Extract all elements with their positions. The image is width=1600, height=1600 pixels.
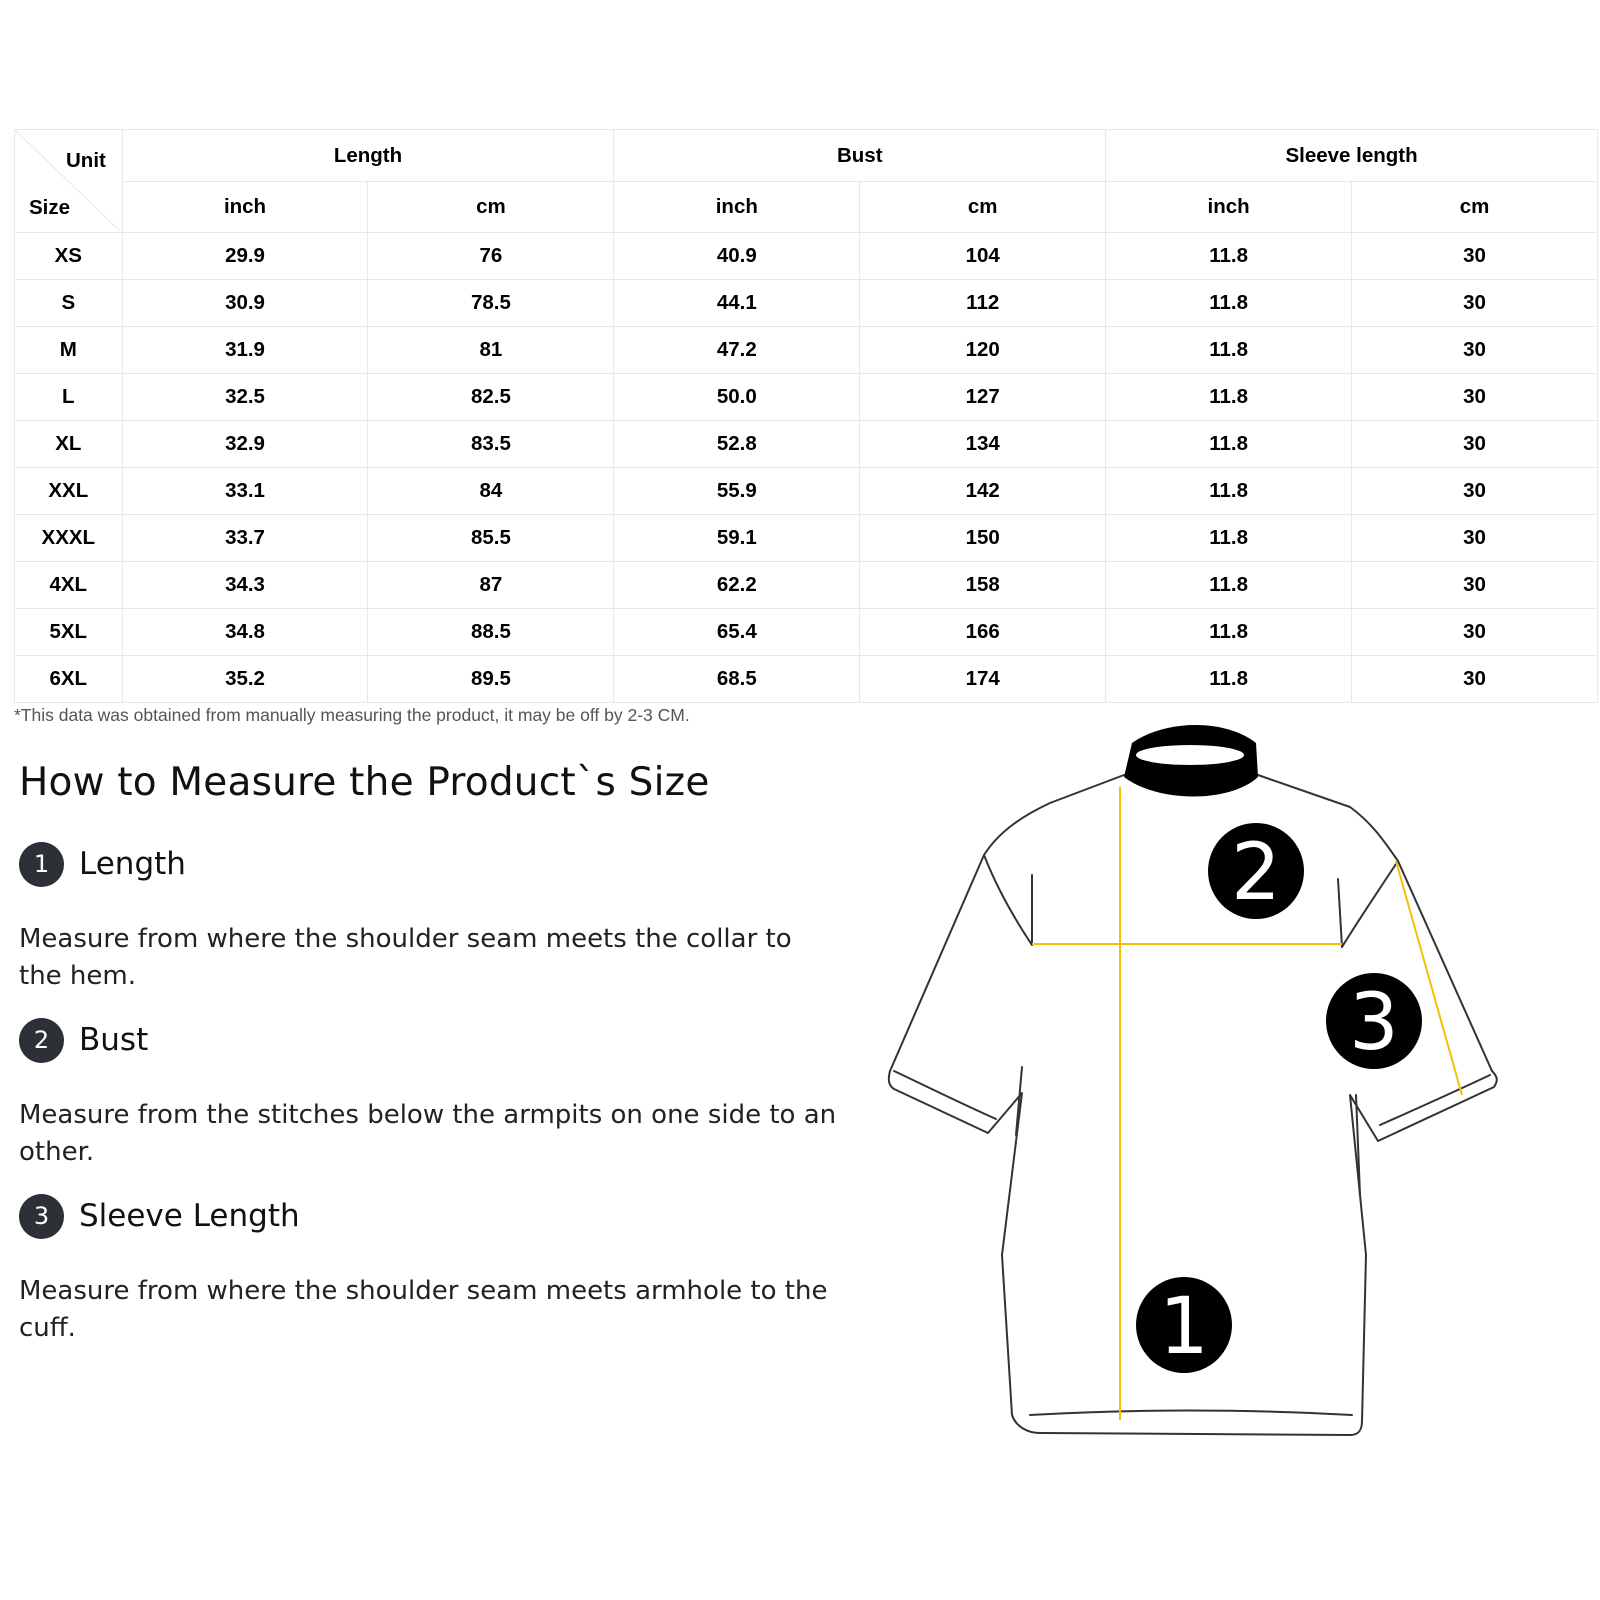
value-cell: 11.8 (1106, 562, 1352, 609)
value-cell: 32.5 (122, 374, 368, 421)
size-cell: XXXL (15, 515, 123, 562)
value-cell: 88.5 (368, 609, 614, 656)
value-cell: 44.1 (614, 280, 860, 327)
size-label: Size (29, 196, 71, 219)
value-cell: 29.9 (122, 233, 368, 280)
value-cell: 33.7 (122, 515, 368, 562)
value-cell: 166 (860, 609, 1106, 656)
step-description: Measure from where the shoulder seam meets the collar to the hem. (19, 924, 792, 991)
marker-1 (1136, 1277, 1232, 1373)
table-row (15, 280, 1598, 327)
value-cell: 68.5 (614, 656, 860, 703)
sleeve-measure-line (1396, 861, 1462, 1095)
step-sleeve-length (19, 1194, 839, 1343)
value-cell: 158 (860, 562, 1106, 609)
value-cell: 11.8 (1106, 327, 1352, 374)
size-cell: S (15, 280, 123, 327)
value-cell: 112 (860, 280, 1106, 327)
table-row (15, 656, 1598, 703)
svg-text:1: 1 (1159, 1282, 1209, 1372)
value-cell: 34.3 (122, 562, 368, 609)
step-description: Measure from the stitches below the armpits on one side to an other. (19, 1100, 837, 1167)
value-cell: 82.5 (368, 374, 614, 421)
size-table (14, 129, 1598, 703)
value-cell: 87 (368, 562, 614, 609)
size-cell: 6XL (15, 656, 123, 703)
value-cell: 11.8 (1106, 374, 1352, 421)
value-cell: 30 (1352, 421, 1598, 468)
value-cell: 89.5 (368, 656, 614, 703)
value-cell: 11.8 (1106, 233, 1352, 280)
table-row (15, 233, 1598, 280)
value-cell: 30 (1352, 233, 1598, 280)
value-cell: 52.8 (614, 421, 860, 468)
value-cell: 35.2 (122, 656, 368, 703)
value-cell: 55.9 (614, 468, 860, 515)
step-length (19, 842, 839, 991)
unit-header-cell: inch (122, 182, 368, 233)
value-cell: 83.5 (368, 421, 614, 468)
value-cell: 30 (1352, 327, 1598, 374)
table-row (15, 562, 1598, 609)
value-cell: 11.8 (1106, 468, 1352, 515)
value-cell: 32.9 (122, 421, 368, 468)
marker-2 (1208, 823, 1304, 919)
table-row (15, 327, 1598, 374)
value-cell: 85.5 (368, 515, 614, 562)
size-cell: L (15, 374, 123, 421)
value-cell: 11.8 (1106, 280, 1352, 327)
value-cell: 30 (1352, 562, 1598, 609)
value-cell: 30.9 (122, 280, 368, 327)
howto-title: How to Measure the Product`s Size (19, 760, 710, 805)
step-number-badge: 2 (19, 1018, 64, 1063)
step-description: Measure from where the shoulder seam meets armhole to the cuff. (19, 1276, 828, 1343)
value-cell: 127 (860, 374, 1106, 421)
size-cell: 5XL (15, 609, 123, 656)
size-cell: XS (15, 233, 123, 280)
size-cell: 4XL (15, 562, 123, 609)
svg-text:2: 2 (1231, 828, 1281, 918)
value-cell: 30 (1352, 280, 1598, 327)
collar-opening (1136, 745, 1244, 765)
size-cell: XXL (15, 468, 123, 515)
value-cell: 174 (860, 656, 1106, 703)
value-cell: 31.9 (122, 327, 368, 374)
value-cell: 78.5 (368, 280, 614, 327)
value-cell: 84 (368, 468, 614, 515)
table-group-header-row (15, 130, 1598, 182)
unit-header-cell: inch (614, 182, 860, 233)
unit-header-cell: cm (860, 182, 1106, 233)
table-unit-header-row (15, 182, 1598, 233)
marker-3 (1326, 973, 1422, 1069)
tshirt-diagram (880, 715, 1540, 1475)
table-row (15, 468, 1598, 515)
table-row (15, 609, 1598, 656)
value-cell: 11.8 (1106, 656, 1352, 703)
unit-header-cell: cm (1352, 182, 1598, 233)
unit-header-cell: cm (368, 182, 614, 233)
size-cell: M (15, 327, 123, 374)
group-header-length: Length (122, 130, 614, 182)
table-row (15, 374, 1598, 421)
value-cell: 11.8 (1106, 609, 1352, 656)
value-cell: 34.8 (122, 609, 368, 656)
value-cell: 30 (1352, 374, 1598, 421)
group-header-bust: Bust (614, 130, 1106, 182)
value-cell: 59.1 (614, 515, 860, 562)
value-cell: 30 (1352, 609, 1598, 656)
value-cell: 11.8 (1106, 515, 1352, 562)
unit-label: Unit (66, 149, 106, 172)
svg-text:3: 3 (1349, 978, 1399, 1068)
table-row (15, 421, 1598, 468)
value-cell: 40.9 (614, 233, 860, 280)
value-cell: 33.1 (122, 468, 368, 515)
value-cell: 120 (860, 327, 1106, 374)
value-cell: 11.8 (1106, 421, 1352, 468)
value-cell: 142 (860, 468, 1106, 515)
unit-header-cell: inch (1106, 182, 1352, 233)
value-cell: 65.4 (614, 609, 860, 656)
measurement-note: *This data was obtained from manually measuring the product, it may be off by 2-3 CM. (14, 705, 690, 725)
value-cell: 134 (860, 421, 1106, 468)
value-cell: 76 (368, 233, 614, 280)
table-row (15, 515, 1598, 562)
step-bust (19, 1018, 839, 1167)
value-cell: 50.0 (614, 374, 860, 421)
value-cell: 47.2 (614, 327, 860, 374)
step-title: Length (79, 846, 186, 882)
size-cell: XL (15, 421, 123, 468)
value-cell: 81 (368, 327, 614, 374)
value-cell: 30 (1352, 656, 1598, 703)
group-header-sleeve-length: Sleeve length (1106, 130, 1598, 182)
value-cell: 62.2 (614, 562, 860, 609)
value-cell: 30 (1352, 468, 1598, 515)
value-cell: 150 (860, 515, 1106, 562)
table-corner-cell (15, 130, 123, 233)
value-cell: 30 (1352, 515, 1598, 562)
step-title: Bust (79, 1022, 149, 1058)
step-title: Sleeve Length (79, 1198, 300, 1234)
step-number-badge: 1 (19, 842, 64, 887)
value-cell: 104 (860, 233, 1106, 280)
step-number-badge: 3 (19, 1194, 64, 1239)
